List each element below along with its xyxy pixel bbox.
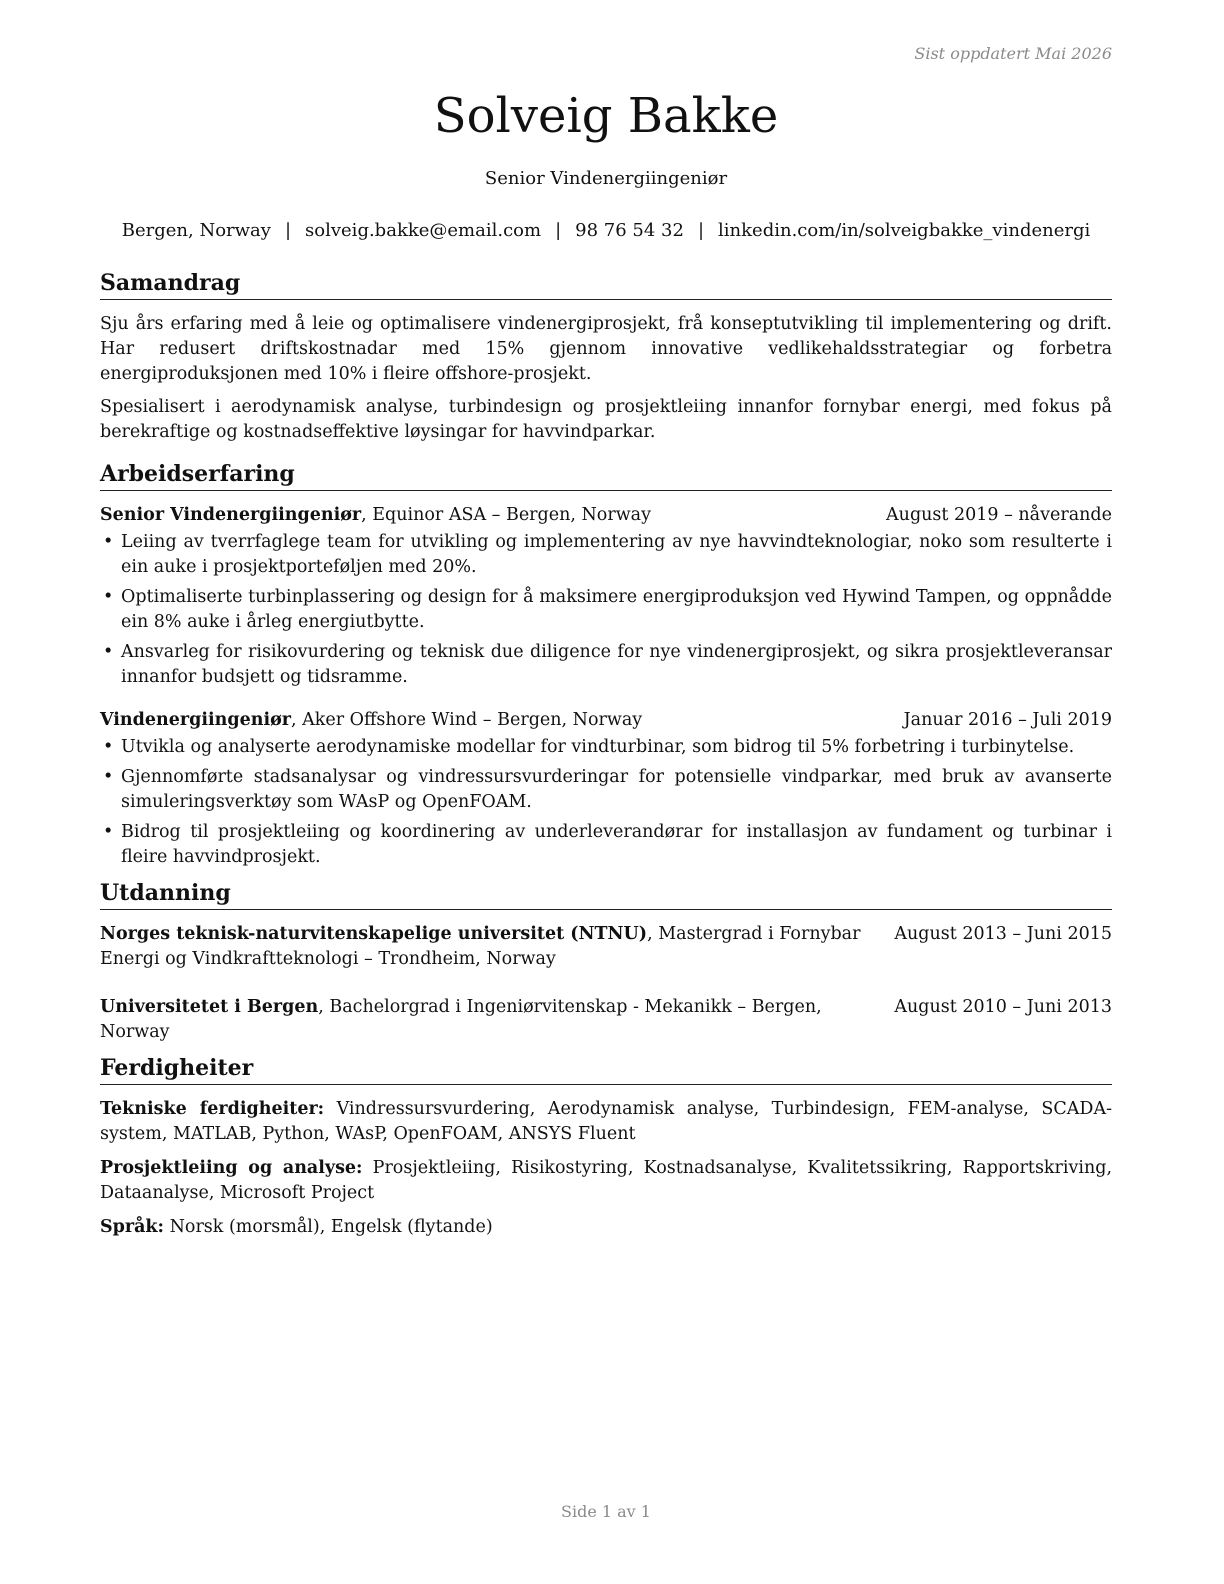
skill-label: Prosjektleiing og analyse: xyxy=(100,1158,363,1178)
skill-group xyxy=(100,1097,1112,1147)
job-organization: , Aker Offshore Wind – Bergen, Norway xyxy=(290,710,643,730)
job-dates: August 2019 – nåverande xyxy=(886,505,1112,525)
list-item: • Utvikla og analyserte aerodynamiske modellar for vindturbinar, som bidrog til 5% forbetring i turbinytelse. xyxy=(100,735,1112,760)
list-item: • Optimaliserte turbinplassering og design for å maksimere energiproduksjon ved Hywind Tampen, og oppnådde ein 8% auke i årleg energiutbytte. xyxy=(100,585,1112,635)
last-updated: Sist oppdatert Mai 2026 xyxy=(914,44,1112,63)
job-title: Senior Vindenergiingeniør xyxy=(100,505,362,525)
page-number: Side 1 av 1 xyxy=(561,1502,651,1521)
job-dates: Januar 2016 – Juli 2019 xyxy=(903,710,1112,730)
skill-label: Tekniske ferdigheiter: xyxy=(100,1099,325,1119)
resume-page xyxy=(100,0,1112,1584)
skill-label: Språk: xyxy=(100,1217,165,1237)
job-header xyxy=(100,708,1112,733)
resume-content xyxy=(100,268,1112,1249)
contact-line xyxy=(100,220,1112,241)
contact-phone: 98 76 54 32 xyxy=(575,220,684,241)
contact-linkedin: linkedin.com/in/solveigbakke_vindenergi xyxy=(718,220,1091,241)
section-heading: Samandrag xyxy=(100,268,1112,300)
job-entry xyxy=(100,503,1112,690)
job-title: Vindenergiingeniør xyxy=(100,710,291,730)
experience-section xyxy=(100,459,1112,870)
school-name: Norges teknisk-naturvitenskapelige universitet (NTNU) xyxy=(100,924,648,944)
skill-value: Prosjektleiing, Risikostyring, Kostnadsanalyse, Kvalitetssikring, Rapportskriving, Dataanalyse, Microsoft Project xyxy=(100,1158,1113,1203)
job-bullets xyxy=(100,735,1112,870)
job-organization: , Equinor ASA – Bergen, Norway xyxy=(361,505,652,525)
job-entry xyxy=(100,708,1112,870)
summary-paragraph: Spesialisert i aerodynamisk analyse, turbindesign og prosjektleiing innanfor fornybar energi, med fokus på berekraftige og kostnadseffektive løysingar for havvindparkar. xyxy=(100,397,1112,442)
degree-detail: , Mastergrad i Fornybar Energi og Vindkraftteknologi – Trondheim, Norway xyxy=(100,924,861,969)
skill-value: Vindressursvurdering, Aerodynamisk analyse, Turbindesign, FEM-analyse, SCADA-system, MATLAB, Python, WAsP, OpenFOAM, ANSYS Fluent xyxy=(100,1099,1112,1144)
contact-email: solveig.bakke@email.com xyxy=(305,220,542,241)
job-role-line xyxy=(100,503,651,528)
job-bullets xyxy=(100,530,1112,690)
contact-location: Bergen, Norway xyxy=(121,220,271,241)
job-role-line xyxy=(100,708,642,733)
skills-section xyxy=(100,1053,1112,1240)
education-section xyxy=(100,878,1112,1045)
contact-separator: | xyxy=(697,220,705,241)
education-dates: August 2013 – Juni 2015 xyxy=(894,924,1112,944)
education-entry xyxy=(100,922,1112,972)
section-heading: Ferdigheiter xyxy=(100,1053,1112,1085)
section-heading: Arbeidserfaring xyxy=(100,459,1112,491)
skill-group xyxy=(100,1215,1112,1240)
list-item: • Ansvarleg for risikovurdering og teknisk due diligence for nye vindenergiprosjekt, og sikra prosjektleveransar innanfor budsjett og tidsramme. xyxy=(100,640,1112,690)
list-item: • Leiing av tverrfaglege team for utvikling og implementering av nye havvindteknologiar, noko som resulterte i ein auke i prosjektporteføljen med 20%. xyxy=(100,530,1112,580)
list-item: • Gjennomførte stadsanalysar og vindressursvurderingar for potensielle vindparkar, med bruk av avanserte simuleringsverktøy som WAsP og OpenFOAM. xyxy=(100,765,1112,815)
summary-paragraph: Sju års erfaring med å leie og optimalisere vindenergiprosjekt, frå konseptutvikling til implementering og drift. Har redusert driftskostnadar med 15% gjennom innovative vedlikehaldsstrategiar og forbetra energiproduksjonen med 10% i fleire offshore-prosjekt. xyxy=(100,314,1112,384)
school-name: Universitetet i Bergen xyxy=(100,997,319,1017)
job-title: Senior Vindenergiingeniør xyxy=(484,168,728,189)
contact-separator: | xyxy=(555,220,562,241)
education-entry xyxy=(100,995,1112,1045)
skill-group xyxy=(100,1156,1112,1206)
summary-section xyxy=(100,268,1112,445)
skill-value: Norsk (morsmål), Engelsk (flytande) xyxy=(164,1217,493,1237)
job-header xyxy=(100,503,1112,528)
person-name: Solveig Bakke xyxy=(433,88,779,144)
education-dates: August 2010 – Juni 2013 xyxy=(894,997,1112,1017)
section-heading: Utdanning xyxy=(100,878,1112,910)
list-item: • Bidrog til prosjektleiing og koordinering av underleverandørar for installasjon av fundament og turbinar i fleire havvindprosjekt. xyxy=(100,820,1112,870)
contact-separator: | xyxy=(284,220,292,241)
degree-detail: , Bachelorgrad i Ingeniørvitenskap - Mekanikk – Bergen, Norway xyxy=(100,997,822,1042)
